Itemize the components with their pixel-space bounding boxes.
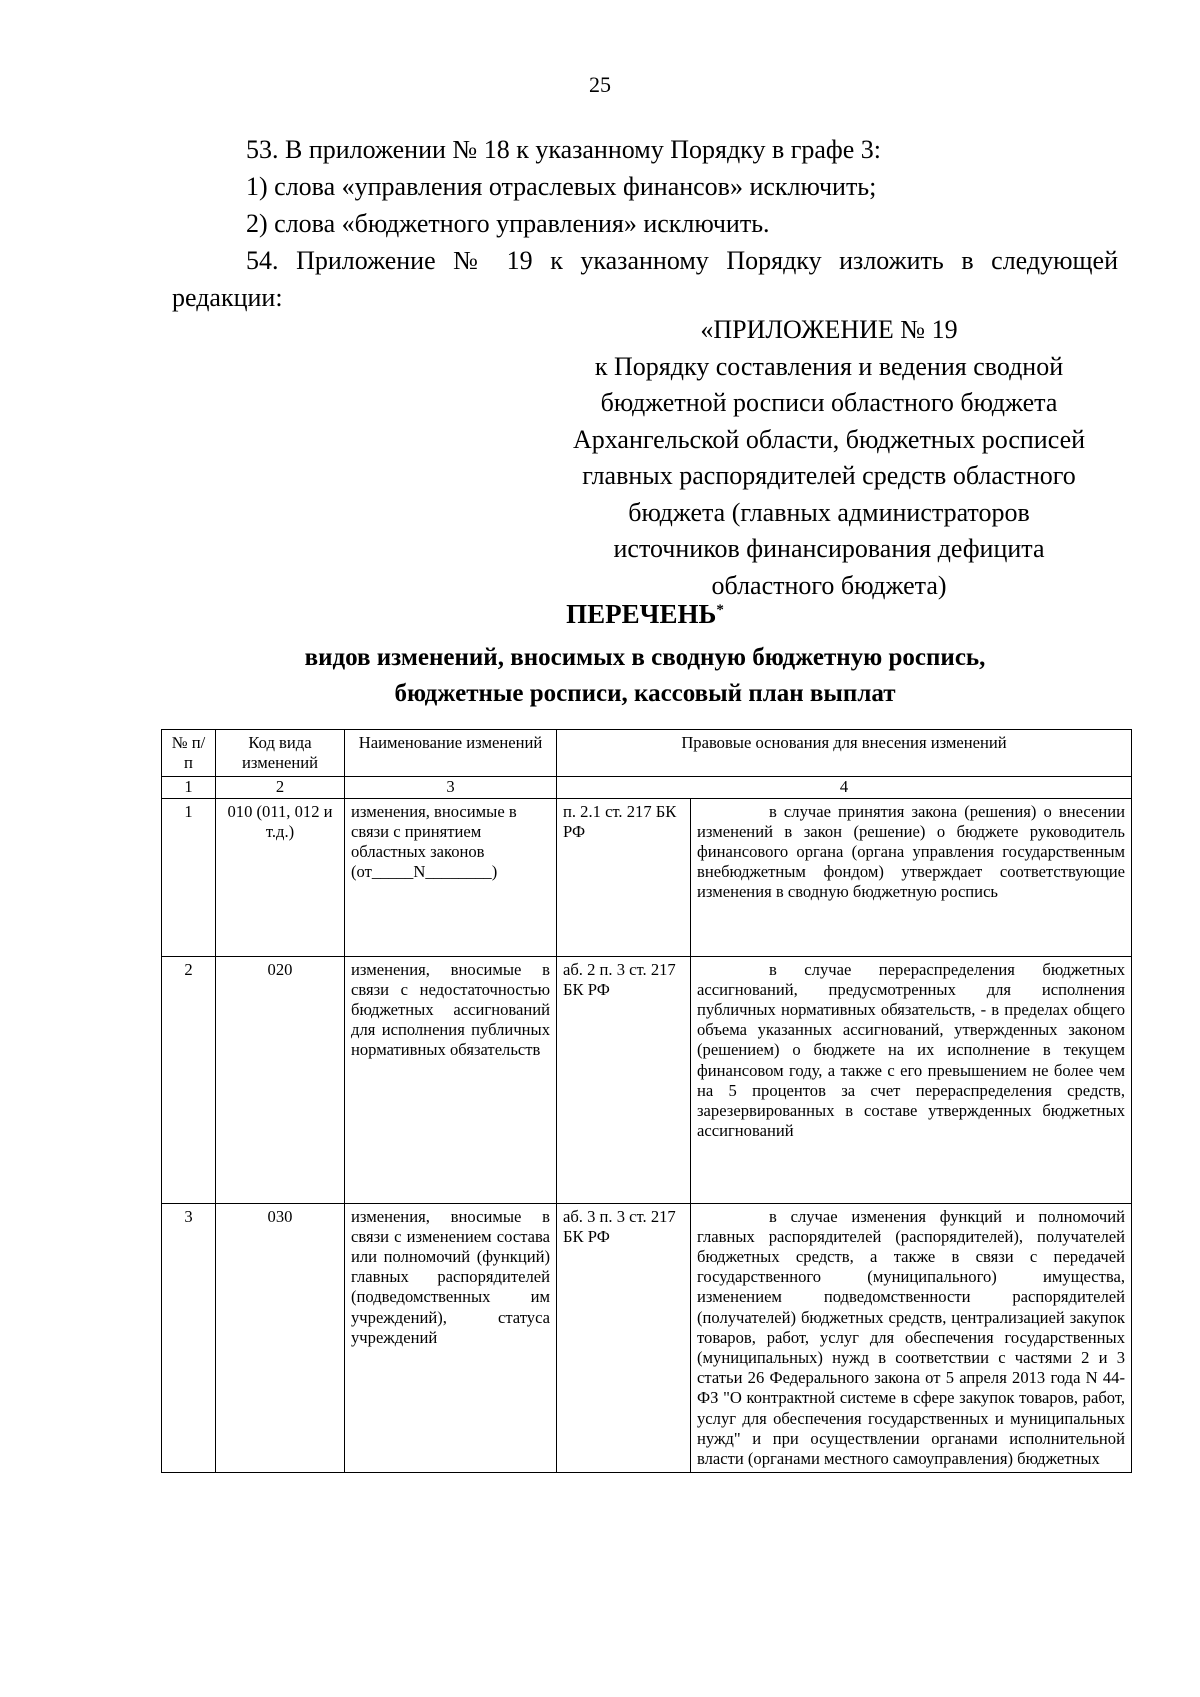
column-number: 3: [345, 777, 557, 798]
appendix-line: главных распорядителей средств областного: [582, 461, 1076, 490]
title-text: ПЕРЕЧЕНЬ: [566, 599, 717, 629]
appendix-header: [540, 312, 1118, 604]
header-name: Наименование изменений: [345, 730, 557, 777]
row-code: 020: [216, 956, 345, 1203]
row-ref: аб. 3 п. 3 ст. 217 БК РФ: [557, 1203, 691, 1473]
row-basis: в случае принятия закона (решения) о внесении изменений в закон (решение) о бюджете руководитель финансового органа (органа управления государственным внебюджетным фондом) утверждает соответствующие изменения в сводную бюджетную роспись: [691, 798, 1132, 956]
row-num: 2: [162, 956, 216, 1203]
subtitle-line: видов изменений, вносимых в сводную бюджетную роспись,: [304, 644, 986, 671]
row-basis: в случае перераспределения бюджетных ассигнований, предусмотренных для исполнения публичных нормативных обязательств, - в пределах общего объема указанных ассигнований, утвержденных законом (решением) о бюджете на их исполнение в текущем финансовом году, а также с его превышением не более чем на 5 процентов за счет перераспределения средств, зарезервированных в составе утвержденных бюджетных ассигнований: [691, 956, 1132, 1203]
header-basis: Правовые основания для внесения изменений: [557, 730, 1132, 777]
footnote-mark: *: [716, 602, 724, 618]
appendix-line: бюджета (главных администраторов: [628, 497, 1030, 527]
appendix-line: бюджетной росписи областного бюджета: [600, 388, 1058, 417]
row-ref: п. 2.1 ст. 217 БК РФ: [557, 798, 691, 956]
row-code: 030: [216, 1203, 345, 1473]
paragraph-54: 54. Приложение № 19 к указанному Порядку изложить в следующей редакции:: [172, 246, 1118, 312]
row-num: 1: [162, 798, 216, 956]
appendix-line: к Порядку составления и ведения сводной: [594, 351, 1064, 381]
column-number: 1: [162, 777, 216, 798]
table-row: [162, 956, 1132, 1203]
appendix-line: Архангельской области, бюджетных росписей: [572, 424, 1086, 454]
table-row: [162, 1203, 1132, 1473]
appendix-line: областного бюджета): [711, 570, 947, 600]
column-number: 4: [557, 777, 1132, 798]
paragraph-53-item-2: 2) слова «бюджетного управления» исключить.: [246, 209, 770, 238]
paragraph-53-item-1: 1) слова «управления отраслевых финансов» исключить;: [246, 172, 877, 201]
row-name: изменения, вносимые в связи с недостаточностью бюджетных ассигнований для исполнения публичных нормативных обязательств: [345, 956, 557, 1203]
table-header-row: [162, 730, 1132, 777]
row-basis: в случае изменения функций и полномочий главных распорядителей (распорядителей), получателей бюджетных средств, а также в связи с передачей государственного (муниципального) имущества, изменением подведомственности распорядителей (получателей) бюджетных средств, централизацией закупок товаров, работ, услуг для обеспечения государственных (муниципальных) нужд в соответствии с частями 2 и 3 статьи 26 Федерального закона от 5 апреля 2013 года N 44-ФЗ "О контрактной системе в сфере закупок товаров, работ, услуг для обеспечения государственных и муниципальных нужд" и при осуществлении органами исполнительной власти (органами местного самоуправления) бюджетных: [691, 1203, 1132, 1473]
table-row: [162, 798, 1132, 956]
column-number: 2: [216, 777, 345, 798]
page-number: 25: [589, 72, 611, 97]
document-subtitle: [170, 640, 1120, 712]
changes-table: [161, 729, 1132, 1473]
appendix-line: источников финансирования дефицита: [613, 534, 1045, 563]
row-ref: аб. 2 п. 3 ст. 217 БК РФ: [557, 956, 691, 1203]
table-column-numbers-row: [162, 777, 1132, 798]
paragraph-53: 53. В приложении № 18 к указанному Порядку в графе 3:: [246, 135, 882, 164]
row-code: 010 (011, 012 и т.д.): [216, 798, 345, 956]
appendix-heading: «ПРИЛОЖЕНИЕ № 19: [700, 315, 958, 344]
row-name: изменения, вносимые в связи с принятием областных законов (от_____N________): [345, 798, 557, 956]
subtitle-line: бюджетные росписи, кассовый план выплат: [394, 680, 896, 707]
row-num: 3: [162, 1203, 216, 1473]
header-num: № п/п: [162, 730, 216, 777]
row-name: изменения, вносимые в связи с изменением состава или полномочий (функций) главных распорядителей (подведомственных им учреждений), статуса учреждений: [345, 1203, 557, 1473]
header-code: Код вида изменений: [216, 730, 345, 777]
document-title: [170, 598, 1120, 630]
